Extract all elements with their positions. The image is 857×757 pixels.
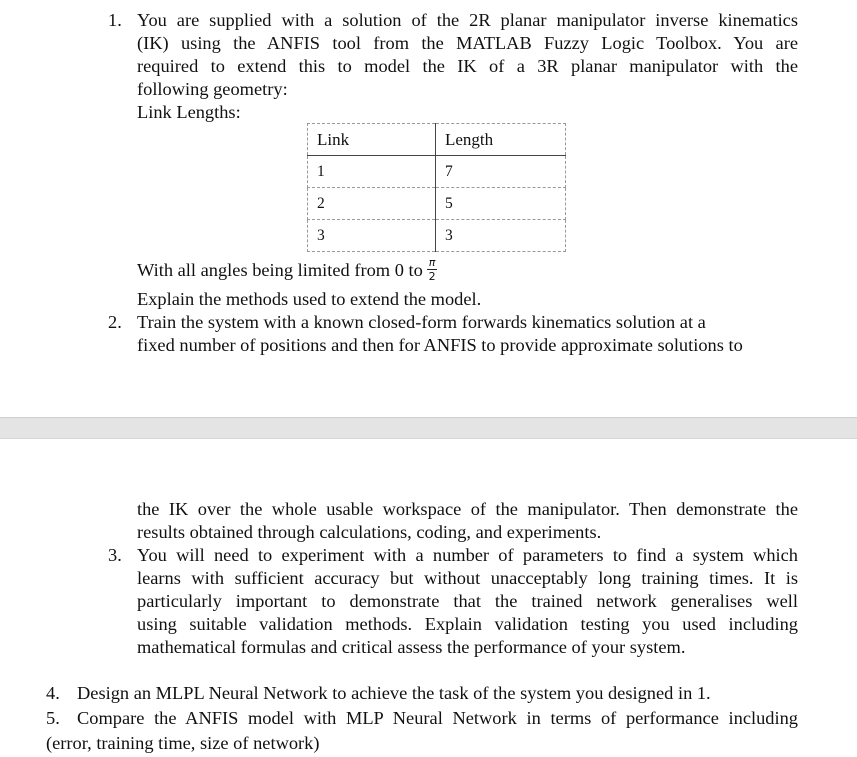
link-lengths-label: Link Lengths: xyxy=(137,102,241,122)
q3-line-2: learns with sufficient accuracy but without unacceptably long training times. It is xyxy=(137,568,798,588)
table-cell-length: 5 xyxy=(436,188,566,220)
table-header-row xyxy=(308,124,566,156)
table-cell-length: 7 xyxy=(436,156,566,188)
q1-line-1: You are supplied with a solution of the 2R planar manipulator inverse kinematics xyxy=(137,10,798,30)
link-length-table xyxy=(307,123,566,252)
q2-line-3: the IK over the whole usable workspace of the manipulator. Then demonstrate the xyxy=(137,499,798,519)
table-header-length: Length xyxy=(436,124,566,156)
table-header-link: Link xyxy=(308,124,436,156)
q5-line-1: Compare the ANFIS model with MLP Neural Network in terms of performance including xyxy=(77,708,798,728)
angles-limit-text: With all angles being limited from 0 to xyxy=(137,260,423,280)
q2-line-4: results obtained through calculations, coding, and experiments. xyxy=(137,522,602,542)
table-row xyxy=(308,220,566,252)
q3-line-5: mathematical formulas and critical assess the performance of your system. xyxy=(137,637,686,657)
q2-line-2: fixed number of positions and then for ANFIS to provide approximate solutions to xyxy=(137,335,743,355)
fraction-numerator: π xyxy=(428,256,436,270)
table-cell-link: 1 xyxy=(308,156,436,188)
angles-limit-line xyxy=(137,256,437,284)
q2-number: 2. xyxy=(108,312,122,332)
q3-line-1: You will need to experiment with a number of parameters to find a system which xyxy=(137,545,798,565)
table-cell-link: 2 xyxy=(308,188,436,220)
q4-text: Design an MLPL Neural Network to achieve the task of the system you designed in 1. xyxy=(77,683,711,703)
explain-methods-line: Explain the methods used to extend the model. xyxy=(137,289,482,309)
q1-line-4: following geometry: xyxy=(137,79,288,99)
page-bottom xyxy=(0,438,857,757)
q1-line-3: required to extend this to model the IK of a 3R planar manipulator with the xyxy=(137,56,798,76)
fraction-denominator: 2 xyxy=(428,270,436,284)
table-row xyxy=(308,156,566,188)
table-cell-link: 3 xyxy=(308,220,436,252)
q5-line-2: (error, training time, size of network) xyxy=(46,733,320,753)
q2-line-1: Train the system with a known closed-form forwards kinematics solution at a xyxy=(137,312,706,332)
q1-line-2: (IK) using the ANFIS tool from the MATLAB Fuzzy Logic Toolbox. You are xyxy=(137,33,798,53)
table-row xyxy=(308,188,566,220)
q3-line-4: using suitable validation methods. Explain validation testing you used including xyxy=(137,614,798,634)
page-break-separator xyxy=(0,417,857,439)
q4-number: 4. xyxy=(46,683,60,703)
q5-number: 5. xyxy=(46,708,60,728)
table-cell-length: 3 xyxy=(436,220,566,252)
q3-number: 3. xyxy=(108,545,122,565)
q3-line-3: particularly important to demonstrate that the trained network generalises well xyxy=(137,591,798,611)
q1-number: 1. xyxy=(108,10,122,30)
pi-over-two-fraction xyxy=(427,257,438,282)
